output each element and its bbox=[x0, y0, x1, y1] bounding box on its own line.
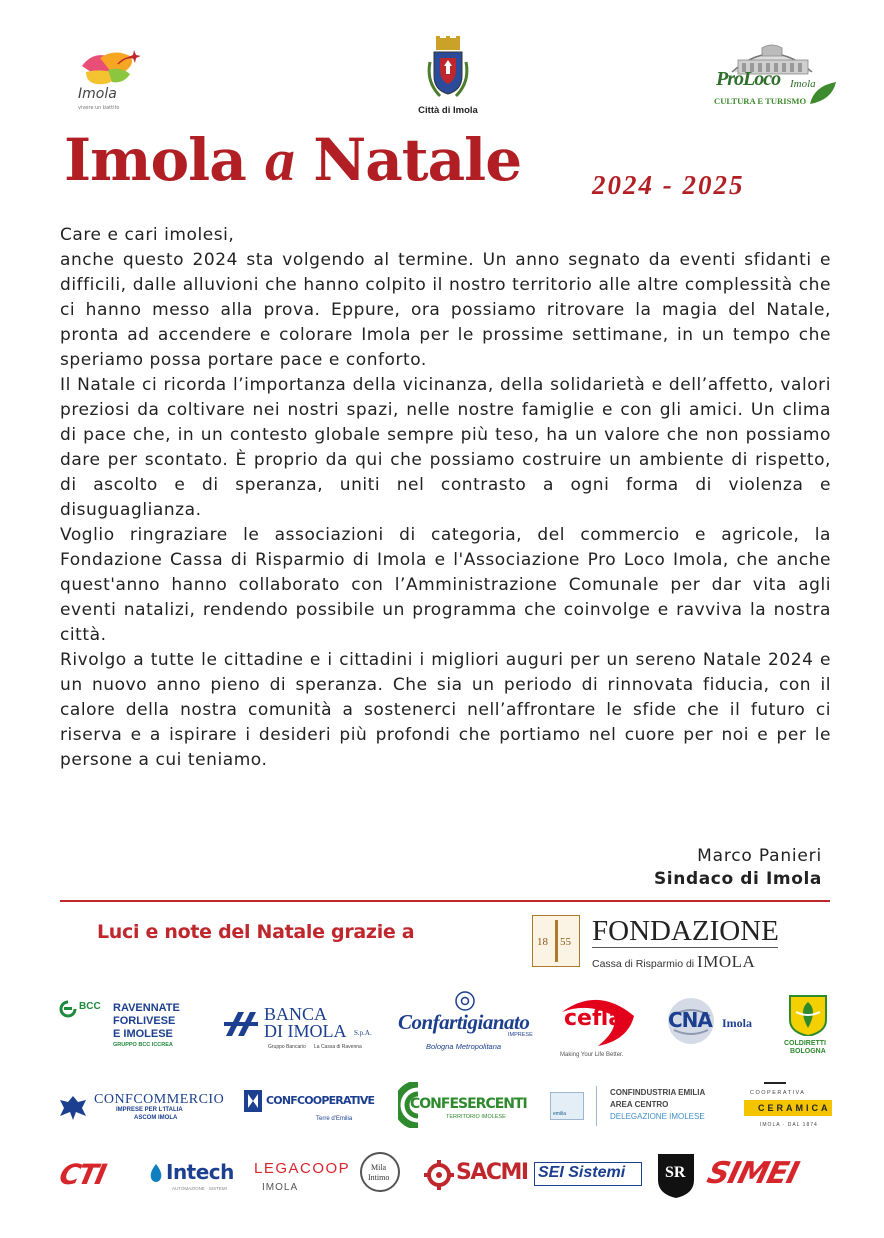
letter-paragraph-3: Voglio ringraziare le associazioni di categoria, del commercio e agricole, la Fondazione Cassa di Risparmio di Imola e l'Associazione Pro Loco Imola, che anche quest'anno hanno collaborato con l’Amministrazione Comunale per dar vita agli eventi natalizi, rendendo possibile un programma che coinvolge e ravviva la nostra città. bbox=[60, 525, 831, 645]
sponsor-cooperativa-ceramica-logo bbox=[744, 1082, 834, 1132]
bcc-line-4: GRUPPO BCC ICCREA bbox=[113, 1042, 173, 1048]
imola-logo-word: Imola bbox=[78, 86, 117, 102]
cefla-name: cefla bbox=[564, 1006, 624, 1031]
sponsor-simei-logo bbox=[703, 1156, 834, 1192]
confartigianato-name: Confartigianato bbox=[398, 1010, 530, 1034]
fondazione-city: IMOLA bbox=[697, 952, 756, 971]
sponsor-sacmi-logo bbox=[424, 1158, 528, 1192]
legacoop-sub: IMOLA bbox=[262, 1182, 299, 1193]
fondazione-rule bbox=[592, 947, 778, 948]
bcc-line-3: E IMOLESE bbox=[113, 1028, 173, 1040]
confcommercio-line-3: ASCOM IMOLA bbox=[134, 1115, 178, 1121]
banca-imola-emblem-icon bbox=[222, 1008, 260, 1040]
sponsor-confartigianato-logo bbox=[396, 990, 536, 1056]
confesercenti-sub: TERRITORIO IMOLESE bbox=[446, 1114, 506, 1120]
banca-line-2: DI IMOLA bbox=[264, 1021, 347, 1041]
ceramica-name: CERAMICA bbox=[758, 1103, 831, 1113]
sponsor-cti-logo bbox=[58, 1158, 140, 1194]
confcommercio-line-2: IMPRESE PER L'ITALIA bbox=[116, 1107, 183, 1113]
fondazione-cassa-risparmio-logo bbox=[532, 915, 782, 971]
proloco-city: Imola bbox=[790, 78, 816, 90]
sacmi-name: SACMI bbox=[456, 1160, 528, 1185]
section-divider bbox=[60, 900, 830, 902]
ceramica-top: COOPERATIVA bbox=[750, 1090, 806, 1096]
confcommercio-name: CONFCOMMERCIO bbox=[94, 1092, 225, 1107]
simei-name: SIMEI bbox=[703, 1156, 802, 1191]
confartigianato-imprese: IMPRESE bbox=[508, 1032, 533, 1038]
cefla-tagline: Making Your Life Better. bbox=[560, 1052, 624, 1058]
imola-city-brand-logo bbox=[74, 44, 146, 116]
coat-of-arms-icon bbox=[426, 36, 470, 102]
confindustria-divider bbox=[596, 1086, 597, 1126]
mayor-letter bbox=[60, 223, 831, 773]
banca-line-1: BANCA bbox=[264, 1004, 328, 1024]
citta-di-imola-caption: Città di Imola bbox=[418, 105, 478, 116]
imola-logo-tagline: vivere un battito bbox=[78, 105, 120, 111]
letter-paragraph-1: anche questo 2024 sta volgendo al termine. Un anno segnato da eventi sfidanti e difficili, dalle alluvioni che hanno colpito il nostro territorio alle altre complessità che ci hanno messo alla prova. Eppure, ora possiamo ritrovare la magia del Natale, pronta ad accendere e colorare Imola per le prossime settimane, in un tempo che speriamo possa portare pace e conforto. bbox=[60, 250, 831, 370]
fondazione-subtitle bbox=[592, 952, 755, 972]
banca-suffix: S.p.A. bbox=[354, 1029, 372, 1037]
letter-greeting: Care e cari imolesi, bbox=[60, 225, 235, 245]
confcooperative-sub: Terre d'Emilia bbox=[316, 1116, 353, 1122]
fondazione-sub-text: Cassa di Risparmio di bbox=[592, 958, 695, 970]
ceramica-sub: IMOLA · DAL 1874 bbox=[760, 1122, 818, 1128]
page-title bbox=[64, 126, 522, 194]
sponsor-mila-intimo-logo bbox=[360, 1152, 400, 1192]
confindustria-line-3: DELEGAZIONE IMOLESE bbox=[610, 1112, 705, 1121]
sponsor-confcommercio-logo bbox=[58, 1090, 228, 1126]
fondazione-year-left: 18 bbox=[537, 936, 548, 948]
cna-city: Imola bbox=[722, 1016, 752, 1030]
bcc-line-1: RAVENNATE bbox=[113, 1002, 180, 1014]
sponsors-heading: Luci e note del Natale grazie a bbox=[97, 921, 415, 943]
mila-line-1: Mila bbox=[371, 1163, 387, 1172]
imola-brand-mark-icon bbox=[78, 46, 140, 90]
title-natale: Natale bbox=[294, 126, 522, 194]
proloco-imola-logo bbox=[712, 42, 836, 116]
confartigianato-sub: Bologna Metropolitana bbox=[426, 1042, 502, 1051]
mila-line-2: Intimo bbox=[368, 1173, 390, 1182]
fondazione-name: FONDAZIONE bbox=[592, 915, 779, 947]
signature-name: Marco Panieri bbox=[697, 846, 822, 866]
sponsor-bcc-logo bbox=[58, 998, 198, 1050]
sponsor-coldiretti-logo bbox=[780, 994, 838, 1060]
bcc-line-2: FORLIVESE bbox=[113, 1015, 176, 1027]
fondazione-year-right: 55 bbox=[560, 936, 571, 948]
banca-line-4: La Cassa di Ravenna bbox=[314, 1044, 362, 1050]
sponsor-intech-logo bbox=[146, 1160, 240, 1196]
intech-drop-icon bbox=[146, 1162, 166, 1184]
years-subtitle: 2024 - 2025 bbox=[592, 170, 745, 200]
sponsor-confindustria-logo bbox=[550, 1086, 714, 1126]
sr-name: SR bbox=[665, 1164, 686, 1181]
sacmi-gear-icon bbox=[424, 1160, 454, 1190]
intech-sub: AUTOMAZIONE · SISTEMI bbox=[172, 1186, 227, 1191]
sponsor-legacoop-logo bbox=[254, 1158, 354, 1198]
fondazione-emblem-bar bbox=[555, 920, 558, 962]
sponsor-cna-logo bbox=[664, 994, 760, 1050]
citta-di-imola-crest-logo bbox=[410, 36, 486, 122]
confcooperative-name: CONFCOOPERATIVE bbox=[266, 1094, 375, 1107]
sponsor-sei-sistemi-logo bbox=[534, 1162, 642, 1186]
confindustria-badge-text: emilia bbox=[553, 1111, 567, 1117]
sponsor-sr-logo bbox=[656, 1150, 696, 1200]
bcc-prefix: BCC bbox=[79, 1001, 101, 1012]
bcc-emblem-icon bbox=[58, 1000, 78, 1018]
confartigianato-at-icon bbox=[454, 990, 476, 1012]
letter-paragraph-2: Il Natale ci ricorda l’importanza della vicinanza, della solidarietà e dell’affetto, valori preziosi da coltivare nei nostri spazi, nelle nostre famiglie e con gli amici. Un clima di pace che, in un contesto globale sempre più teso, ha un valore che non possiamo dare per scontato. È proprio da qui che possiamo costruire un ambiente di rispetto, di ascolto e di speranza, uniti nel contrasto a ogni forma di violenza e disuguaglianza. bbox=[60, 375, 831, 520]
title-a: a bbox=[265, 127, 294, 193]
sei-name: SEI Sistemi bbox=[538, 1164, 626, 1181]
sponsor-cefla-logo bbox=[558, 990, 642, 1062]
confindustria-line-2: AREA CENTRO bbox=[610, 1100, 669, 1109]
title-imola: Imola bbox=[64, 126, 265, 194]
sponsor-confcooperative-logo bbox=[244, 1090, 375, 1124]
fondazione-emblem bbox=[532, 915, 580, 967]
legacoop-name: LEGACOOP bbox=[254, 1160, 351, 1177]
coldiretti-shield-icon bbox=[788, 994, 828, 1036]
proloco-subtitle: CULTURA E TURISMO bbox=[714, 96, 807, 106]
signature-role: Sindaco di Imola bbox=[653, 869, 822, 889]
intech-name: Intech bbox=[166, 1160, 234, 1184]
confcooperative-emblem-icon bbox=[244, 1090, 262, 1112]
confcommercio-eagle-icon bbox=[58, 1092, 88, 1122]
cti-name: CTI bbox=[56, 1158, 108, 1191]
coldiretti-line-2: BOLOGNA bbox=[790, 1048, 826, 1055]
mila-circle bbox=[360, 1152, 400, 1192]
sponsor-confesercenti-logo bbox=[398, 1082, 527, 1128]
confindustria-badge bbox=[550, 1092, 584, 1120]
confesercenti-name: CONFESERCENTI bbox=[410, 1096, 527, 1112]
letter-paragraph-4: Rivolgo a tutte le cittadine e i cittadini i migliori auguri per un sereno Natale 2024 e un nuovo anno pieno di speranza. Che sia un periodo di rinnovata fiducia, con il calore della nostra comunità a sostenerci nell’affrontare le sfide che il futuro ci riserva e a ispirare i desideri più profondi che portiamo nel cuore per noi e per le persone a cui teniamo. bbox=[60, 650, 831, 770]
confindustria-line-1: CONFINDUSTRIA EMILIA bbox=[610, 1088, 706, 1097]
cna-name: CNA bbox=[668, 1008, 712, 1032]
banca-line-3: Gruppo Bancario bbox=[268, 1044, 306, 1050]
sponsor-banca-di-imola-logo bbox=[222, 1004, 374, 1054]
proloco-name: ProLoco bbox=[716, 68, 781, 90]
coldiretti-line-1: COLDIRETTI bbox=[784, 1040, 826, 1047]
ceramica-top-rule bbox=[764, 1082, 786, 1084]
